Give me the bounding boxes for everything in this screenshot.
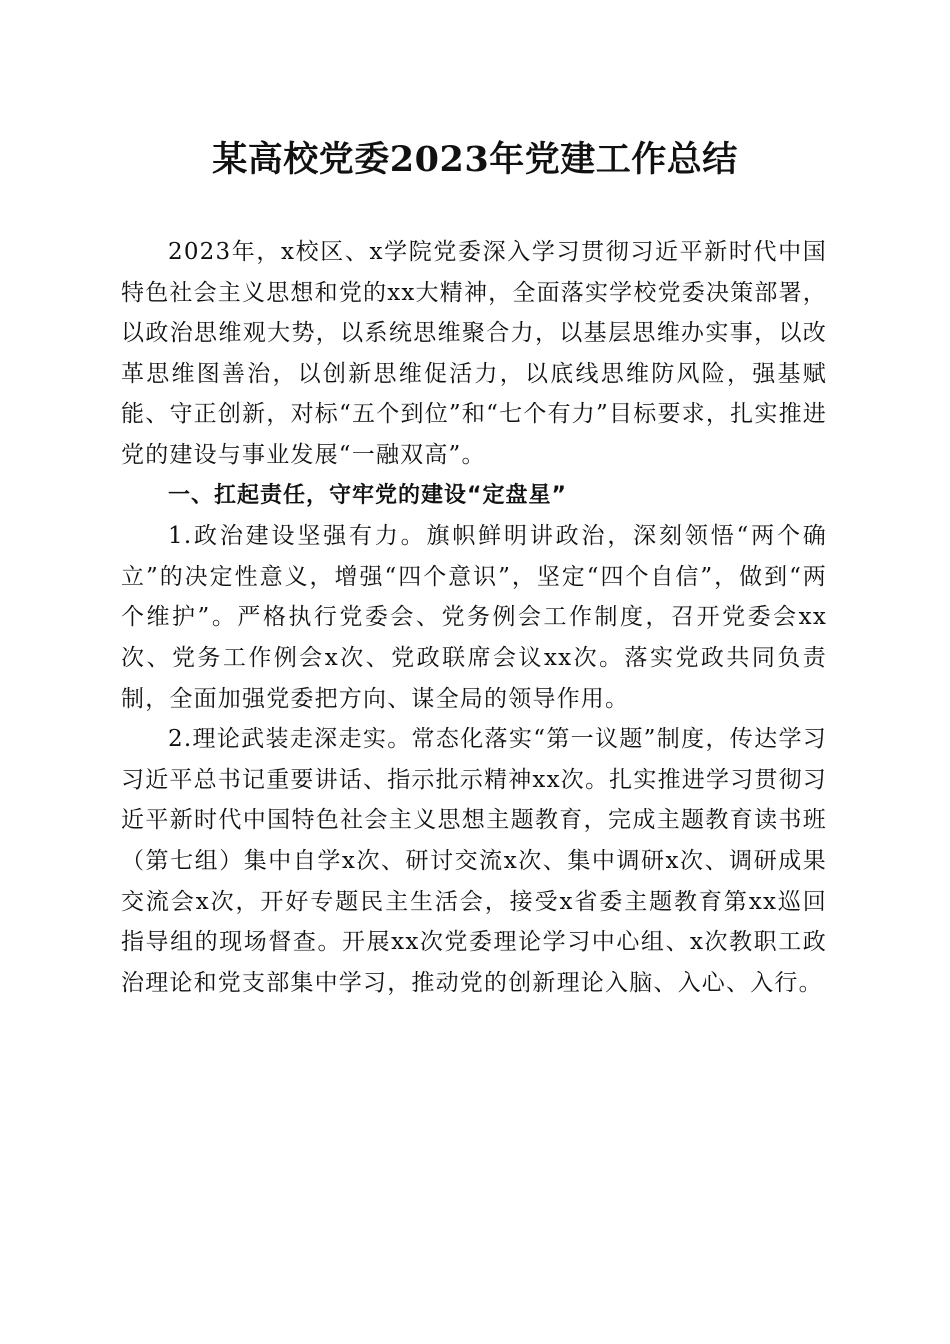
document-title: 某高校党委2023年党建工作总结 bbox=[212, 139, 738, 180]
intro-paragraph: 2023年，x校区、x学院党委深入学习贯彻习近平新时代中国特色社会主义思想和党的xx大精神，全面落实学校党委决策部署，以政治思维观大势，以系统思维聚合力，以基层思维办实事，以改革思维图善治，以创新思维促活力，以底线思维防风险，强基赋能、守正创新，对标“五个到位”和“七个有力”目标要求，扎实推进党的建设与事业发展“一融双高”。 bbox=[121, 239, 827, 468]
section-item-1: 1.政治建设坚强有力。旗帜鲜明讲政治，深刻领悟“两个确立”的决定性意义，增强“四个意识”，坚定“四个自信”，做到“两个维护”。严格执行党委会、党务例会工作制度，召开党委会xx次、党务工作例会x次、党政联席会议xx次。落实党政共同负责制，全面加强党委把方向、谋全局的领导作用。 bbox=[121, 523, 827, 712]
section-heading: 一、扛起责任，守牢党的建设“定盘星” bbox=[168, 482, 567, 508]
section-item-2: 2.理论武装走深走实。常态化落实“第一议题”制度，传达学习习近平总书记重要讲话、指示批示精神xx次。扎实推进学习贯彻习近平新时代中国特色社会主义思想主题教育，完成主题教育读书班（第七组）集中自学x次、研讨交流x次、集中调研x次、调研成果交流会x次，开好专题民主生活会，接受x省委主题教育第xx巡回指导组的现场督查。开展xx次党委理论学习中心组、x次教职工政治理论和党支部集中学习，推动党的创新理论入脑、入心、入行。 bbox=[121, 726, 827, 996]
document-body bbox=[121, 232, 827, 1003]
